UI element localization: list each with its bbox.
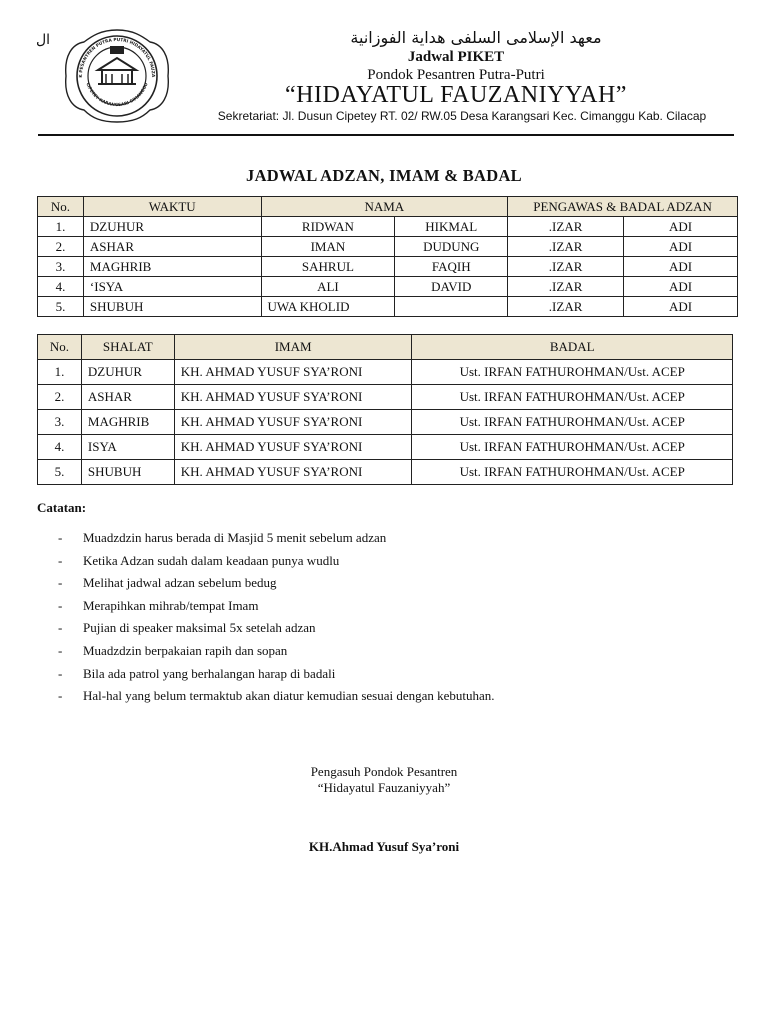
cell-shalat: DZUHUR — [81, 360, 174, 385]
bullet-dash: - — [58, 530, 63, 545]
cell-pengawas-1: .IZAR — [508, 277, 624, 297]
cell-imam: KH. AHMAD YUSUF SYA’RONI — [174, 460, 412, 485]
header-badal: BADAL — [412, 335, 733, 360]
cell-shalat: SHUBUH — [81, 460, 174, 485]
table-row — [38, 410, 733, 435]
cell-badal: Ust. IRFAN FATHUROHMAN/Ust. ACEP — [412, 360, 733, 385]
cell-nama-1: UWA KHOLID — [261, 297, 395, 317]
header-pengawas: PENGAWAS & BADAL ADZAN — [508, 197, 738, 217]
note-text: Ketika Adzan sudah dalam keadaan punya wudlu — [83, 552, 340, 568]
bullet-dash: - — [58, 597, 63, 613]
cell-waktu: MAGHRIB — [83, 257, 261, 277]
note-text: Muadzdzin harus berada di Masjid 5 menit sebelum adzan — [83, 530, 387, 545]
cell-no: 4. — [38, 435, 82, 460]
table-row — [38, 435, 733, 460]
cell-no: 1. — [38, 360, 82, 385]
imam-schedule-table — [37, 334, 733, 485]
cell-nama-2: DAVID — [395, 277, 508, 297]
list-item — [58, 643, 495, 666]
cell-badal: Ust. IRFAN FATHUROHMAN/Ust. ACEP — [412, 435, 733, 460]
institution-subtitle: Pondok Pesantren Putra-Putri — [367, 67, 545, 83]
table-header-row — [38, 335, 733, 360]
cell-nama-2: FAQIH — [395, 257, 508, 277]
cell-waktu: ‘ISYA — [83, 277, 261, 297]
cell-nama-2: HIKMAL — [395, 217, 508, 237]
institution-name: “HIDAYATUL FAUZANIYYAH” — [285, 82, 627, 108]
logo-seal-icon — [58, 26, 176, 126]
list-item — [58, 688, 495, 711]
cell-shalat: ISYA — [81, 435, 174, 460]
cell-pengawas-2: ADI — [624, 237, 738, 257]
list-item — [58, 530, 495, 553]
page-title: JADWAL ADZAN, IMAM & BADAL — [246, 166, 522, 185]
header-shalat: SHALAT — [81, 335, 174, 360]
note-text: Bila ada patrol yang berhalangan harap di badali — [83, 665, 336, 681]
signature-name: KH.Ahmad Yusuf Sya’roni — [308, 839, 460, 854]
bullet-dash: - — [58, 665, 63, 681]
cell-imam: KH. AHMAD YUSUF SYA’RONI — [174, 410, 412, 435]
signature-title: Pengasuh Pondok Pesantren — [310, 764, 458, 779]
svg-text:PONDOK PESANTREN PUTRA PUTRI H: K PESANTREN PUTRA PUTRI HIDAYATUL FAUZA — [78, 37, 156, 78]
cell-badal: Ust. IRFAN FATHUROHMAN/Ust. ACEP — [412, 410, 733, 435]
adzan-schedule-table — [37, 196, 738, 317]
bullet-dash: - — [58, 642, 63, 658]
cell-nama-2 — [395, 297, 508, 317]
cell-pengawas-2: ADI — [624, 217, 738, 237]
table-row — [38, 360, 733, 385]
list-item — [58, 575, 495, 598]
cell-no: 1. — [38, 217, 84, 237]
svg-text:CIPETEY KARANGSARI CIMANGGU: CIPETEY KARANGSARI CIMANGGU — [84, 82, 150, 109]
list-item — [58, 620, 495, 643]
corner-fragment: ال — [36, 32, 51, 48]
table-row — [38, 460, 733, 485]
bullet-dash: - — [58, 552, 63, 568]
cell-waktu: SHUBUH — [83, 297, 261, 317]
cell-pengawas-1: .IZAR — [508, 217, 624, 237]
cell-badal: Ust. IRFAN FATHUROHMAN/Ust. ACEP — [412, 385, 733, 410]
table-row — [38, 297, 738, 317]
note-text: Pujian di speaker maksimal 5x setelah adzan — [83, 620, 316, 636]
cell-shalat: ASHAR — [81, 385, 174, 410]
cell-nama-1: IMAN — [261, 237, 395, 257]
table-row — [38, 237, 738, 257]
cell-waktu: ASHAR — [83, 237, 261, 257]
bullet-dash: - — [58, 620, 63, 636]
list-item — [58, 598, 495, 621]
letterhead-divider — [38, 134, 734, 136]
table-header-row — [38, 197, 738, 217]
header-waktu: WAKTU — [83, 197, 261, 217]
cell-no: 5. — [38, 297, 84, 317]
cell-pengawas-1: .IZAR — [508, 237, 624, 257]
cell-pengawas-2: ADI — [624, 297, 738, 317]
cell-nama-1: RIDWAN — [261, 217, 395, 237]
institution-logo — [58, 26, 176, 126]
cell-no: 4. — [38, 277, 84, 297]
header-nama: NAMA — [261, 197, 508, 217]
cell-pengawas-1: .IZAR — [508, 297, 624, 317]
list-item — [58, 666, 495, 689]
table-row — [38, 385, 733, 410]
cell-nama-2: DUDUNG — [395, 237, 508, 257]
cell-no: 2. — [38, 237, 84, 257]
header-no: No. — [38, 335, 82, 360]
header-no: No. — [38, 197, 84, 217]
note-text: Hal-hal yang belum termaktub akan diatur kemudian sesuai dengan kebutuhan. — [83, 688, 495, 704]
cell-nama-1: ALI — [261, 277, 395, 297]
cell-imam: KH. AHMAD YUSUF SYA’RONI — [174, 360, 412, 385]
cell-no: 5. — [38, 460, 82, 485]
notes-list — [58, 530, 495, 711]
cell-pengawas-2: ADI — [624, 277, 738, 297]
table-row — [38, 257, 738, 277]
table-row — [38, 277, 738, 297]
notes-heading: Catatan: — [37, 500, 87, 515]
header-imam: IMAM — [174, 335, 412, 360]
note-text: Merapihkan mihrab/tempat Imam — [83, 597, 259, 613]
cell-waktu: DZUHUR — [83, 217, 261, 237]
note-text: Muadzdzin berpakaian rapih dan sopan — [83, 642, 288, 658]
cell-shalat: MAGHRIB — [81, 410, 174, 435]
cell-imam: KH. AHMAD YUSUF SYA’RONI — [174, 385, 412, 410]
bullet-dash: - — [58, 688, 63, 704]
table-row — [38, 217, 738, 237]
arabic-institution-name: معهد الإسلامى السلفى هداية الفوزانية — [350, 28, 602, 47]
cell-nama-1: SAHRUL — [261, 257, 395, 277]
cell-no: 2. — [38, 385, 82, 410]
cell-no: 3. — [38, 410, 82, 435]
institution-address: Sekretariat: Jl. Dusun Cipetey RT. 02/ RW.05 Desa Karangsari Kec. Cimanggu Kab. Cilacap — [217, 109, 707, 123]
cell-pengawas-2: ADI — [624, 257, 738, 277]
cell-imam: KH. AHMAD YUSUF SYA’RONI — [174, 435, 412, 460]
document-type: Jadwal PIKET — [407, 49, 505, 65]
signature-institution: “Hidayatul Fauzaniyyah” — [317, 780, 451, 795]
cell-badal: Ust. IRFAN FATHUROHMAN/Ust. ACEP — [412, 460, 733, 485]
letterhead — [180, 28, 732, 123]
bullet-dash: - — [58, 575, 63, 591]
cell-pengawas-1: .IZAR — [508, 257, 624, 277]
note-text: Melihat jadwal adzan sebelum bedug — [83, 575, 277, 591]
cell-no: 3. — [38, 257, 84, 277]
list-item — [58, 553, 495, 576]
